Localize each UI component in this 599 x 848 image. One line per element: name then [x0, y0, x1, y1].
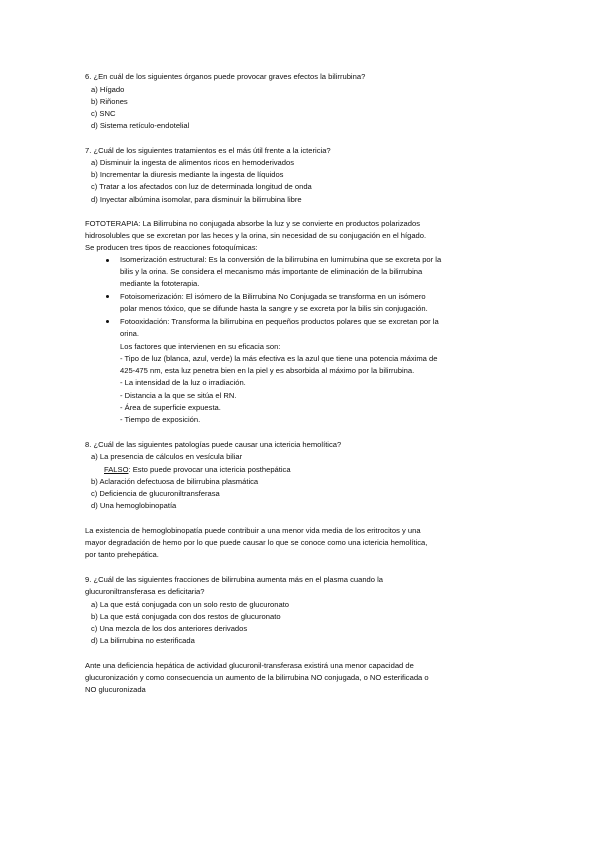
falso-note — [104, 464, 291, 476]
bullet-2-line-1: Fotoisomerización: El isómero de la Bilirrubina No Conjugada se transforma en un isómero — [120, 292, 426, 301]
question-9-option-a: a) La que está conjugada con un solo resto de glucuronato — [91, 600, 290, 609]
bullet-icon — [106, 295, 109, 298]
question-9-option-c: c) Una mezcla de los dos anteriores derivados — [91, 624, 248, 633]
question-7-option-c: c) Tratar a los afectados con luz de determinada longitud de onda — [91, 182, 312, 191]
question-8-option-a: a) La presencia de cálculos en vesícula biliar — [91, 452, 243, 461]
bullet-icon — [106, 320, 109, 323]
factor-line-3: - La intensidad de la luz o irradiación. — [120, 378, 246, 387]
factor-line-6: - Tiempo de exposición. — [120, 415, 201, 424]
falso-label: FALSO — [104, 465, 129, 474]
question-9-option-b: b) La que está conjugada con dos restos de glucuronato — [91, 612, 281, 621]
question-7-option-a: a) Disminuir la ingesta de alimentos ricos en hemoderivados — [91, 158, 295, 167]
question-9-option-d: d) La bilirrubina no esterificada — [91, 636, 195, 645]
bullet-2-line-2: polar menos tóxico, que se difunde hasta la sangre y se excreta por la bilis sin conjugación. — [120, 304, 428, 313]
factor-line-4: - Distancia a la que se sitúa el RN. — [120, 391, 237, 400]
question-8-explanation-line-3: por tanto prehepática. — [85, 550, 159, 559]
question-6-option-d: d) Sistema retículo-endotelial — [91, 121, 190, 130]
question-7-title: 7. ¿Cuál de los siguientes tratamientos es el más útil frente a la ictericia? — [85, 146, 331, 155]
question-8-explanation-line-2: mayor degradación de hemo por lo que puede causar lo que se conoce como una ictericia hemolítica, — [85, 538, 428, 547]
bullet-1-line-3: mediante la fototerapia. — [120, 279, 200, 288]
question-6-option-c: c) SNC — [91, 109, 116, 118]
question-6-option-a: a) Hígado — [91, 85, 125, 94]
question-7-option-b: b) Incrementar la diuresis mediante la ingesta de líquidos — [91, 170, 284, 179]
question-8-explanation-line-1: La existencia de hemoglobinopatía puede contribuir a una menor vida media de los eritrocitos y una — [85, 526, 421, 535]
question-9-title-line-2: glucuroniltransferasa es deficitaria? — [85, 587, 205, 596]
bullet-icon — [106, 259, 109, 262]
question-9-explanation-line-3: NO glucuronizada — [85, 685, 146, 694]
question-9-explanation-line-1: Ante una deficiencia hepática de actividad glucuronil-transferasa existirá una menor capacidad de — [85, 661, 414, 670]
phototherapy-paragraph-line-1: FOTOTERAPIA: La Bilirrubina no conjugada absorbe la luz y se convierte en productos polarizados — [85, 219, 421, 228]
bullet-3-line-1: Fotooxidación: Transforma la bilirrubina en pequeños productos polares que se excretan por la — [120, 317, 439, 326]
question-8-option-c: c) Deficiencia de glucuroniltransferasa — [91, 489, 220, 498]
question-9-title-line-1: 9. ¿Cuál de las siguientes fracciones de bilirrubina aumenta más en el plasma cuando la — [85, 575, 384, 584]
falso-text: : Esto puede provocar una ictericia posthepática — [128, 465, 291, 474]
factor-line-1: - Tipo de luz (blanca, azul, verde) la más efectiva es la azul que tiene una potencia máxima de — [120, 354, 438, 363]
bullet-3-line-2: orina. — [120, 329, 139, 338]
bullet-1-line-2: bilis y la orina. Se considera el mecanismo más importante de eliminación de la bilirrubina — [120, 267, 423, 276]
question-7-option-d: d) Inyectar albúmina isomolar, para disminuir la bilirrubina libre — [91, 195, 302, 204]
phototherapy-paragraph-line-2: hidrosolubles que se excretan por las heces y la orina, sin necesidad de su conjugación en el hígado. — [85, 231, 427, 240]
question-8-option-b: b) Aclaración defectuosa de bilirrubina plasmática — [91, 477, 259, 486]
factor-line-2: 425-475 nm, esta luz penetra bien en la piel y es absorbida al máximo por la bilirrubina. — [120, 366, 415, 375]
bullet-1-line-1: Isomerización estructural: Es la conversión de la bilirrubina en lumirrubina que se excreta por la — [120, 255, 442, 264]
phototherapy-paragraph-line-3: Se producen tres tipos de reacciones fotoquímicas: — [85, 243, 258, 252]
factors-title: Los factores que intervienen en su eficacia son: — [120, 342, 281, 351]
question-9-explanation-line-2: glucuronización y como consecuencia un aumento de la bilirrubina NO conjugada, o NO esterificada o — [85, 673, 429, 682]
question-8-option-d: d) Una hemoglobinopatía — [91, 501, 177, 510]
factor-line-5: - Área de superficie expuesta. — [120, 403, 221, 412]
question-8-title: 8. ¿Cuál de las siguientes patologías puede causar una ictericia hemolítica? — [85, 440, 342, 449]
question-6-option-b: b) Riñones — [91, 97, 128, 106]
question-6-title: 6. ¿En cuál de los siguientes órganos puede provocar graves efectos la bilirrubina? — [85, 72, 366, 81]
